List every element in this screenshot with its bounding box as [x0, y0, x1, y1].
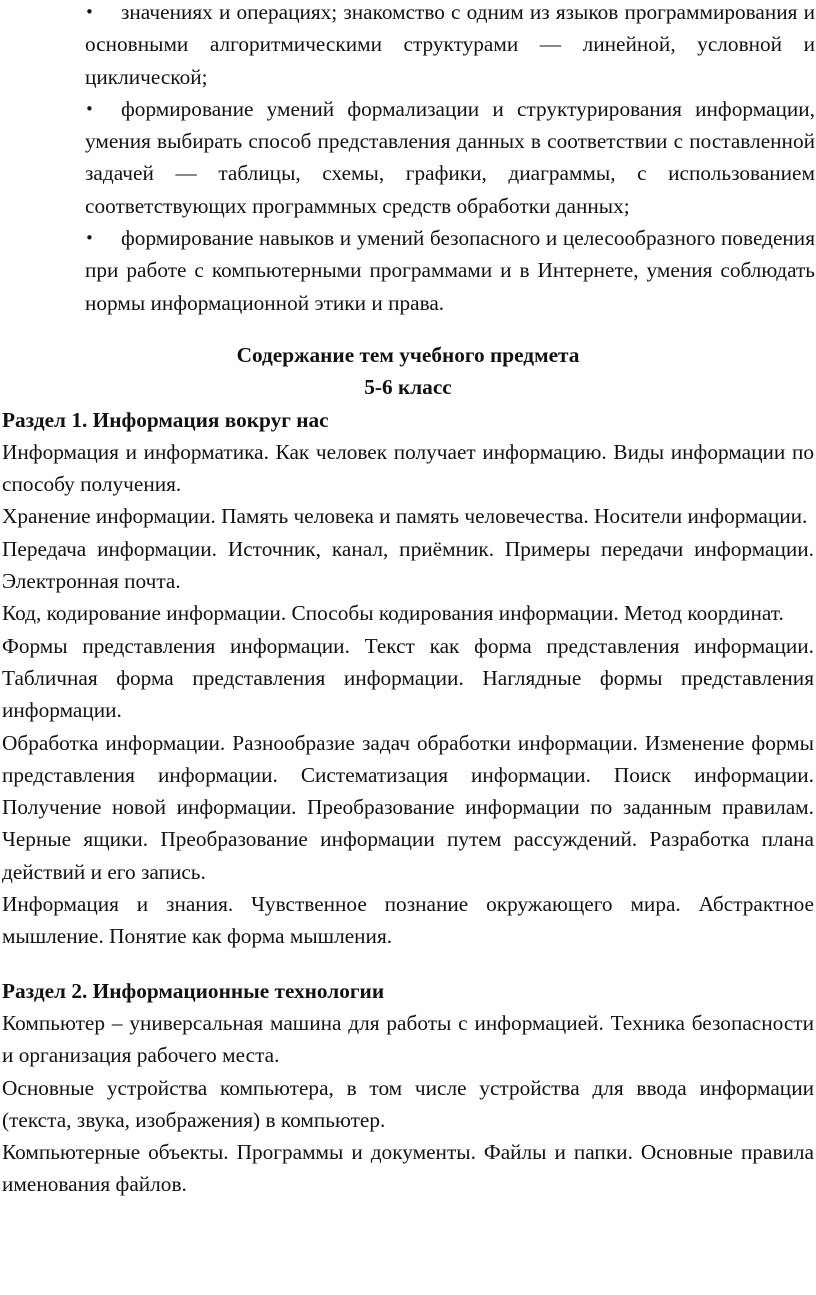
bullet-item: [85, 0, 815, 93]
bullet-icon: •: [85, 99, 94, 118]
bullet-icon: •: [85, 3, 94, 21]
paragraph: Код, кодирование информации. Способы кодирования информации. Метод координат.: [2, 601, 784, 626]
bullet-text: формирование умений формализации и структурирования информации, умения выбирать способ представления данных в соответствии с поставленной задачей — таблицы, схемы, графики, диаграммы, с использованием соответствующих программных средств обработки данных;: [85, 96, 815, 218]
bullet-item: [85, 93, 815, 222]
bullet-item: [85, 222, 815, 319]
paragraph: Компьютер – универсальная машина для работы с информацией. Техника безопасности и организация рабочего места.: [2, 1010, 814, 1068]
paragraph: Информация и информатика. Как человек получает информацию. Виды информации по способу получения.: [2, 439, 814, 497]
content-title: Содержание тем учебного предмета: [236, 342, 580, 367]
paragraph: Передача информации. Источник, канал, приёмник. Примеры передачи информации. Электронная почта.: [2, 536, 814, 594]
paragraph: Основные устройства компьютера, в том числе устройства для ввода информации (текста, звука, изображения) в компьютер.: [2, 1075, 814, 1132]
section-1-heading: Раздел 1. Информация вокруг нас: [2, 407, 329, 432]
paragraph: Формы представления информации. Текст как форма представления информации. Табличная форма представления информации. Наглядные формы представления информации.: [2, 633, 814, 723]
paragraph: Обработка информации. Разнообразие задач обработки информации. Изменение формы представления информации. Систематизация информации. Поиск информации. Получение новой информации. Преобразование информации по заданным правилам. Черные ящики. Преобразование информации путем рассуждений. Разработка плана действий и его запись.: [2, 730, 814, 884]
grade-title: 5-6 класс: [364, 375, 452, 400]
section-2-heading: Раздел 2. Информационные технологии: [2, 978, 385, 1003]
bullet-text: формирование навыков и умений безопасного и целесообразного поведения при работе с компьютерными программами и в Интернете, умения соблюдать нормы информационной этики и права.: [85, 226, 815, 315]
paragraph: Информация и знания. Чувственное познание окружающего мира. Абстрактное мышление. Понятие как форма мышления.: [2, 892, 814, 949]
bullet-text: значениях и операциях; знакомство с одним из языков программирования и основными алгоритмическими структурами — линейной, условной и циклической;: [85, 0, 815, 89]
bullet-icon: •: [85, 229, 94, 248]
paragraph: Компьютерные объекты. Программы и документы. Файлы и папки. Основные правила именования файлов.: [2, 1140, 814, 1197]
paragraph: Хранение информации. Память человека и память человечества. Носители информации.: [2, 504, 808, 529]
